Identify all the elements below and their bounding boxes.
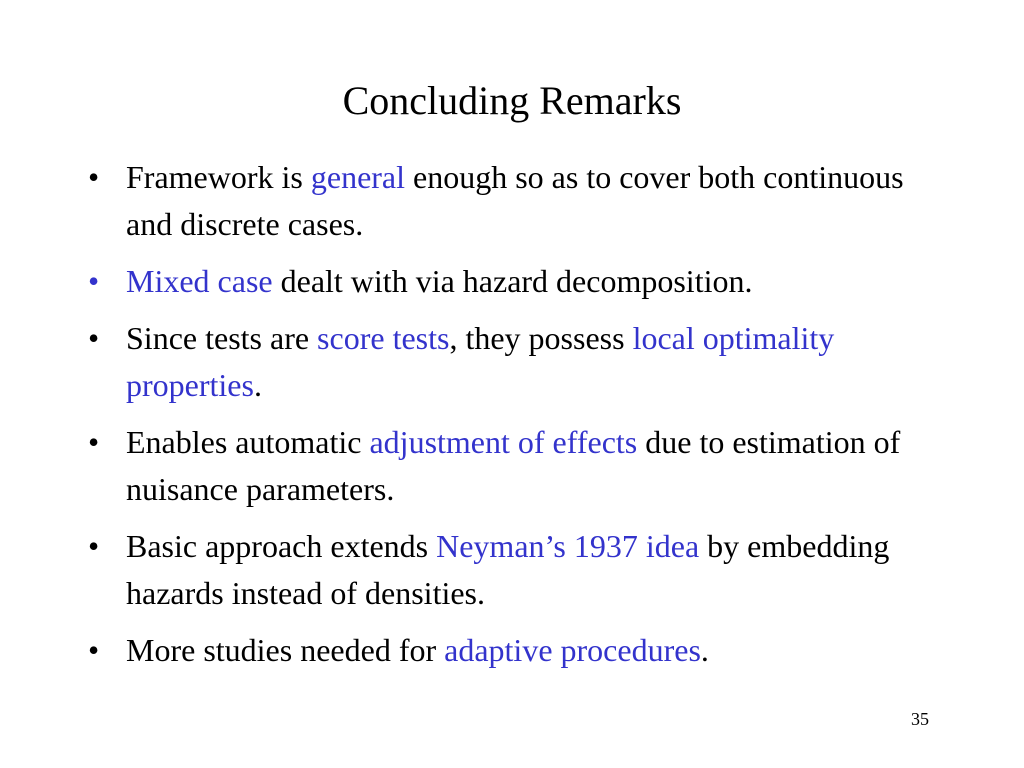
bullet-item [88,315,948,409]
bullet-text: More studies needed for adaptive procedures. [126,632,709,668]
bullet-item [88,154,948,248]
slide-title: Concluding Remarks [342,78,682,123]
bullet-item [88,523,948,617]
highlighted-term: local optimality properties [126,320,835,403]
highlighted-term: Neyman’s 1937 idea [436,528,700,564]
bullet-marker: • [88,632,100,668]
bullet-text: Enables automatic adjustment of effects due to estimation of nuisance parameters. [126,424,901,507]
bullet-text: Mixed case dealt with via hazard decomposition. [126,263,753,299]
highlighted-term: adjustment of effects [369,424,638,460]
bullet-item [88,258,948,305]
bullet-item [88,419,948,513]
highlighted-term: general [310,159,406,195]
bullet-text: Since tests are score tests, they possess local optimality properties. [126,320,835,403]
bullet-marker: • [88,320,100,356]
bullet-text: Framework is general enough so as to cover both continuous and discrete cases. [126,159,904,242]
bullet-marker: • [88,424,100,460]
highlighted-term: Mixed case [126,263,273,299]
bullet-marker: • [88,263,100,299]
bullet-list [88,154,948,684]
bullet-item [88,627,948,674]
page-number: 35 [911,709,929,729]
highlighted-term: score tests [317,320,450,356]
bullet-marker: • [88,159,100,195]
highlighted-term: adaptive procedures [444,632,701,668]
bullet-text: Basic approach extends Neyman’s 1937 idea by embedding hazards instead of densities. [126,528,890,611]
bullet-marker: • [88,528,100,564]
